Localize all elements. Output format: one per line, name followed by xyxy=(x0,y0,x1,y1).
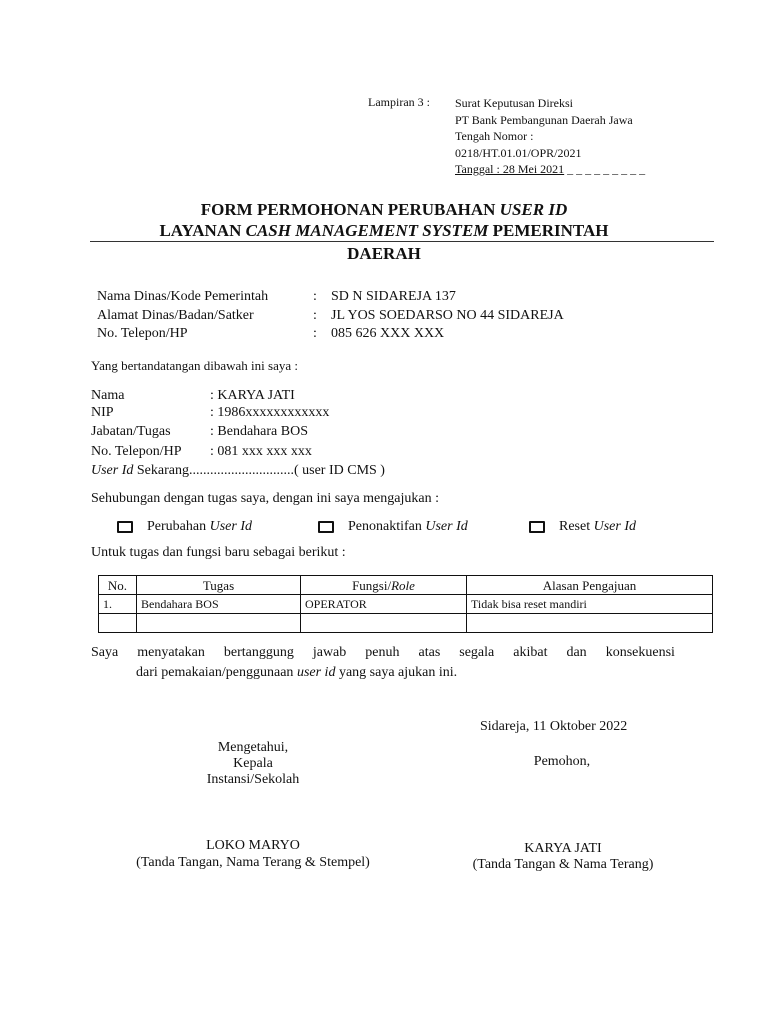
pemohon-value-nama: : KARYA JATI xyxy=(210,388,295,403)
statement-word: jawab xyxy=(312,645,347,660)
statement-italic: user id xyxy=(296,665,336,680)
right-signer-note: (Tanda Tangan & Nama Terang) xyxy=(472,857,654,872)
userid-italic: User Id xyxy=(91,463,134,478)
statement-word: menyatakan xyxy=(137,645,205,660)
tugas-table xyxy=(98,575,713,633)
table-row xyxy=(99,614,713,633)
option-label: Perubahan xyxy=(147,519,207,534)
table-row xyxy=(99,595,713,614)
info-colon: : xyxy=(313,308,317,323)
info-value-telepon: 085 626 XXX XXX xyxy=(331,326,445,341)
userid-line xyxy=(91,463,385,479)
mengetahui-line: Instansi/Sekolah xyxy=(206,772,300,787)
option-perubahan-checkbox[interactable] xyxy=(117,519,252,535)
mengetahui-line: Mengetahui, xyxy=(217,740,289,755)
lampiran-tanggal xyxy=(455,161,645,178)
info-colon: : xyxy=(313,326,317,341)
form-title-line3: DAERAH xyxy=(347,244,421,263)
title-italic: USER ID xyxy=(499,200,568,219)
option-penonaktifan-checkbox[interactable] xyxy=(318,519,468,535)
statement-word: segala xyxy=(459,645,495,660)
right-signer-name: KARYA JATI xyxy=(524,841,602,856)
lampiran-reference xyxy=(455,95,645,178)
statement-line1 xyxy=(91,643,675,663)
pemohon-label-jabatan: Jabatan/Tugas xyxy=(91,424,171,439)
info-label-alamat: Alamat Dinas/Badan/Satker xyxy=(97,308,254,323)
cell-tugas: Bendahara BOS xyxy=(137,595,301,614)
option-label: Reset xyxy=(559,519,591,534)
checkbox-icon[interactable] xyxy=(117,521,133,533)
checkbox-icon[interactable] xyxy=(318,521,334,533)
pemohon-role: Pemohon, xyxy=(533,754,591,769)
statement-paragraph xyxy=(91,643,675,683)
pemohon-label-telepon: No. Telepon/HP xyxy=(91,444,182,459)
statement-word: akibat xyxy=(513,645,548,660)
sehubungan-text: Sehubungan dengan tugas saya, dengan ini saya mengajukan : xyxy=(91,491,439,506)
header-fungsi-italic: Role xyxy=(391,577,415,593)
cell-tugas xyxy=(137,614,301,633)
statement-word: dan xyxy=(566,645,587,660)
header-fungsi xyxy=(301,576,467,595)
cell-fungsi xyxy=(301,614,467,633)
statement-line2 xyxy=(91,663,675,683)
pemohon-value-jabatan: : Bendahara BOS xyxy=(210,424,308,439)
lampiran-line: 0218/HT.01.01/OPR/2021 xyxy=(455,145,582,160)
tanggal-value: : 28 Mei 2021 xyxy=(493,162,565,176)
title-text: LAYANAN xyxy=(159,221,246,240)
cell-alasan xyxy=(467,614,713,633)
cell-alasan: Tidak bisa reset mandiri xyxy=(467,595,713,614)
untuk-text: Untuk tugas dan fungsi baru sebagai berikut : xyxy=(91,545,346,560)
header-alasan: Alasan Pengajuan xyxy=(467,576,713,595)
cell-fungsi: OPERATOR xyxy=(301,595,467,614)
title-text: FORM PERMOHONAN PERUBAHAN xyxy=(200,200,500,219)
option-italic: User Id xyxy=(593,519,636,534)
tanggal-trail: _ _ _ _ _ _ _ _ _ xyxy=(564,162,646,176)
info-value-alamat: JL YOS SOEDARSO NO 44 SIDAREJA xyxy=(331,308,564,323)
info-value-nama-dinas: SD N SIDAREJA 137 xyxy=(331,289,456,304)
info-label-telepon: No. Telepon/HP xyxy=(97,326,188,341)
pemohon-value-telepon: : 081 xxx xxx xxx xyxy=(210,444,312,459)
pemohon-label-nip: NIP xyxy=(91,405,114,420)
lampiran-line: Surat Keputusan Direksi xyxy=(455,96,573,110)
cell-no: 1. xyxy=(99,595,137,614)
pemohon-label-nama: Nama xyxy=(91,388,125,403)
header-fungsi-text: Fungsi/ xyxy=(352,577,392,593)
mengetahui-line: Kepala xyxy=(233,756,273,771)
option-italic: User Id xyxy=(209,519,252,534)
statement-text: yang saya ajukan ini. xyxy=(335,665,458,680)
statement-text: dari pemakaian/penggunaan xyxy=(136,665,297,680)
left-signer-note: (Tanda Tangan, Nama Terang & Stempel) xyxy=(136,855,370,870)
lampiran-line: Tengah Nomor : xyxy=(455,129,534,143)
header-tugas: Tugas xyxy=(137,576,301,595)
statement-word: konsekuensi xyxy=(605,645,675,660)
userid-text: Sekarang..............................( user ID CMS ) xyxy=(133,463,385,478)
option-reset-checkbox[interactable] xyxy=(529,519,636,535)
lampiran-line: PT Bank Pembangunan Daerah Jawa xyxy=(455,112,633,127)
place-date: Sidareja, 11 Oktober 2022 xyxy=(480,719,628,734)
pemohon-value-nip: : 1986xxxxxxxxxxxx xyxy=(210,405,330,420)
statement-word: penuh xyxy=(365,645,400,660)
cell-no xyxy=(99,614,137,633)
mengetahui-block xyxy=(153,740,353,788)
info-colon: : xyxy=(313,289,317,304)
tanggal-label: Tanggal xyxy=(455,162,494,176)
option-italic: User Id xyxy=(425,519,468,534)
lampiran-label: Lampiran 3 : xyxy=(368,95,430,109)
statement-word: bertanggung xyxy=(223,645,294,660)
statement-word: atas xyxy=(418,645,441,660)
intro-text: Yang bertandatangan dibawah ini saya : xyxy=(91,358,298,373)
form-title-line1 xyxy=(0,200,768,220)
header-no: No. xyxy=(99,576,137,595)
info-label-nama-dinas: Nama Dinas/Kode Pemerintah xyxy=(97,289,269,304)
statement-word: Saya xyxy=(91,645,119,660)
left-signer-name: LOKO MARYO xyxy=(206,838,300,853)
table-header-row xyxy=(99,576,713,595)
option-label: Penonaktifan xyxy=(348,519,422,534)
title-italic: CASH MANAGEMENT SYSTEM xyxy=(245,221,489,240)
form-title-line2 xyxy=(0,221,768,241)
checkbox-icon[interactable] xyxy=(529,521,545,533)
title-text: PEMERINTAH xyxy=(488,221,609,240)
title-divider xyxy=(90,241,714,242)
